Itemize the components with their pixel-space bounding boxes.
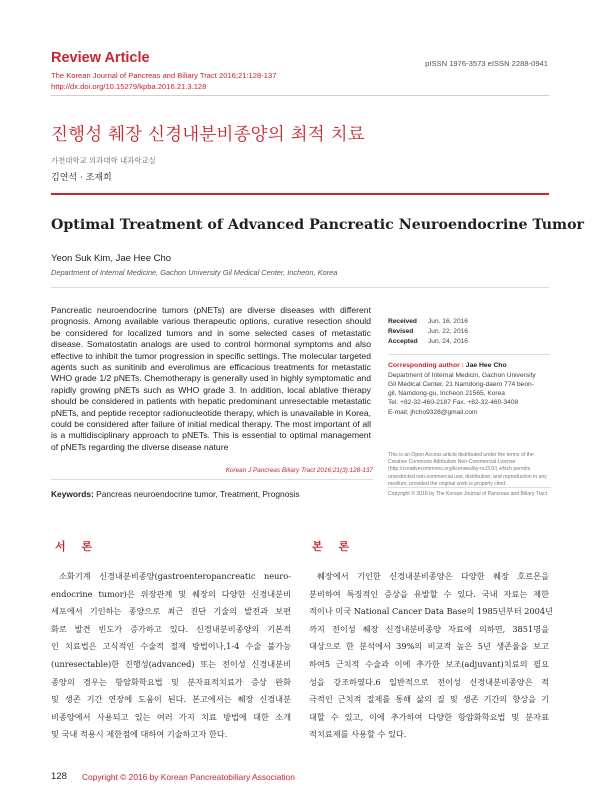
sidebar-divider [388,354,550,355]
corr-address-line: Department of Internal Medicin, Gachon University [388,371,536,379]
keywords-list: Pancreas neuroendocrine tumor, Treatment, Prognosis [93,489,300,499]
title-divider [51,193,549,195]
open-access-license: This is an Open Access article distributed under the terms of the Creative Commons Attribution Non-Commercial License (http://creativecommons.org/licenses/by-nc/3.0/) which permits unrestricted non-commercial use, distribution, and reproduction in any medium, provided the original work is properly cited. [388,452,547,487]
date-received [388,317,550,327]
journal-copyright: Copyright © 2016 by The Korean Journal of Pancreas and Biliary Tract [388,491,548,497]
body-line: 및 국내 적용시 제한점에 대하여 기술하고자 한다. [51,729,228,740]
corr-address-line: Gil Medical Center, 21 Namdong-daero 774 beon- [388,380,534,388]
body-line: endocrine tumor)은 위장관계 및 췌장의 다양한 신경내분비 [51,588,291,599]
body-line: 분비하여 특징적인 증상을 유발할 수 있다. 국내 자료는 제한 [309,588,549,599]
body-line: 인 치료법은 고식적인 수술적 절제 방법이나,1-4 수술 불가능 [51,641,291,652]
corr-address-line: gil, Namdong-gu, Incheon 21565, Korea [388,390,505,398]
body-line: 췌장에서 기인한 신경내분비종양은 다양한 췌장 호르몬을 [317,571,549,581]
korean-affiliation: 가천대학교 의과대학 내과학교실 [51,156,156,165]
corresponding-author-label: Corresponding author : [388,362,466,369]
body-line: 세포에서 기인하는 종양으로 최근 진단 기술의 발전과 보편 [51,606,291,617]
date-label: Revised [388,328,414,335]
keywords-label: Keywords: [51,489,94,499]
abstract-citation: Korean J Pancreas Biliary Tract 2016;21(3):128-137 [225,467,373,474]
article-type-label: Review Article [51,50,150,66]
date-value: Jun. 24, 2016 [428,338,468,345]
date-value: Jun. 22, 2016 [428,328,468,335]
introduction-body [51,568,291,744]
main-body [309,568,553,744]
date-accepted [388,337,550,347]
body-line: 극적인 근치적 절제를 통해 삶의 질 및 생존 기간의 향상을 기 [309,694,549,705]
date-label: Received [388,318,417,325]
license-divider [388,487,551,488]
abstract-bottom-divider [51,479,373,480]
page-number: 128 [51,771,67,782]
section-heading-introduction: 서 론 [55,540,99,553]
issn-info: pISSN 1976-3573 eISSN 2288-0941 [425,59,548,68]
body-line: 종양의 경우는 항암화학요법 및 분자표적치료가 증상 완화 [51,676,291,687]
body-line: 화로 발견 빈도가 증가하고 있다. 신경내분비종양의 기본적 [51,623,291,634]
body-line: 까지 전이성 췌장 신경내분비종양 자료에 의하면, 3851명을 [309,623,549,634]
english-affiliation: Department of Internal Medicine, Gachon University Gil Medical Center, Incheon, Korea [51,268,338,277]
body-line: 소화기계 신경내분비종양(gastroenteropancreatic neuro- [59,571,291,581]
corresponding-author-name: Jae Hee Cho [465,362,507,369]
english-title: Optimal Treatment of Advanced Pancreatic Neuroendocrine Tumor [51,217,585,233]
journal-citation: The Korean Journal of Pancreas and Biliary Tract 2016;21:128-137 [51,71,277,80]
abstract-top-divider [51,287,549,288]
header-divider [51,95,549,96]
date-label: Accepted [388,338,418,345]
keywords [51,489,300,499]
article-info-sidebar [388,317,550,417]
body-line: 대할 수 있고, 이에 추가하여 다양한 항암화학요법 및 분자표 [309,711,549,722]
body-line: 대상으로 한 분석에서 39%의 비교적 높은 5년 생존율을 보고 [309,641,549,652]
abstract-text: Pancreatic neuroendocrine tumors (pNETs) are diverse diseases with different prognosis. Among available various therapeutic options, curative resection should be considered for localized tumors and in some selected cases of metastatic disease. Somatostatin analogs are used to control hormonal symptoms and also effective to inhibit the tumor progression in specific settings. The molecular targeted agents such as sunitinib and everolimus are efficacious treatments for metastatic WHO grade 1/2 pNETs. Chemotherapy is generally used in highly symptomatic and rapidly growing pNETs such as WHO grade 3. In addition, local ablative therapy should be considered in patients with hepatic predominant unresectable metastatic pNETs, and peptide receptor radionucleotide therapy, which is unavailable in Korea, could be considered after failure of initial medical therapy. The most important of all is a multidisciplinary approach to pNETs. This is essential to optimal management of pNETs regarding the diverse disease nature [51,305,371,452]
body-line: 및 생존 기간 연장에 도움이 된다. 본고에서는 췌장 신경내분 [51,694,291,705]
corr-email[interactable]: E-mail; jhcho9328@gmail.com [388,408,478,416]
korean-title: 진행성 췌장 신경내분비종양의 최적 치료 [51,125,365,145]
body-line: (unresectable)한 진행성(advanced) 또는 전이성 신경내분비 [51,658,291,669]
date-revised [388,327,550,337]
english-authors: Yeon Suk Kim, Jae Hee Cho [51,253,172,264]
korean-authors: 김연석 · 조재희 [51,173,112,183]
body-line: 성을 강조하였다.6 일반적으로 전이성 신경내분비종양은 적 [309,676,549,687]
body-line: 적이나 미국 National Cancer Data Base의 1985년부터 2004년 [309,606,553,617]
date-value: Jun. 16, 2016 [428,318,468,325]
body-line: 비종양에서 사용되고 있는 여러 가지 치료 방법에 대한 소개 [51,711,291,722]
doi-link[interactable]: http://dx.doi.org/10.15279/kpba.2016.21.3.128 [51,82,207,91]
body-line: 적치료제를 사용할 수 있다. [309,729,407,740]
footer-copyright: Copyright © 2016 by Korean Pancreatobiliary Association [82,772,295,782]
body-line: 하여5 근치적 수술과 이에 추가한 보조(adjuvant)치료의 필요 [309,658,549,669]
corr-phone-fax: Tel. +82-32-460-2187 Fax. +82-32-460-3408 [388,399,519,407]
corresponding-author [388,361,550,371]
section-heading-main: 본 론 [312,540,356,553]
